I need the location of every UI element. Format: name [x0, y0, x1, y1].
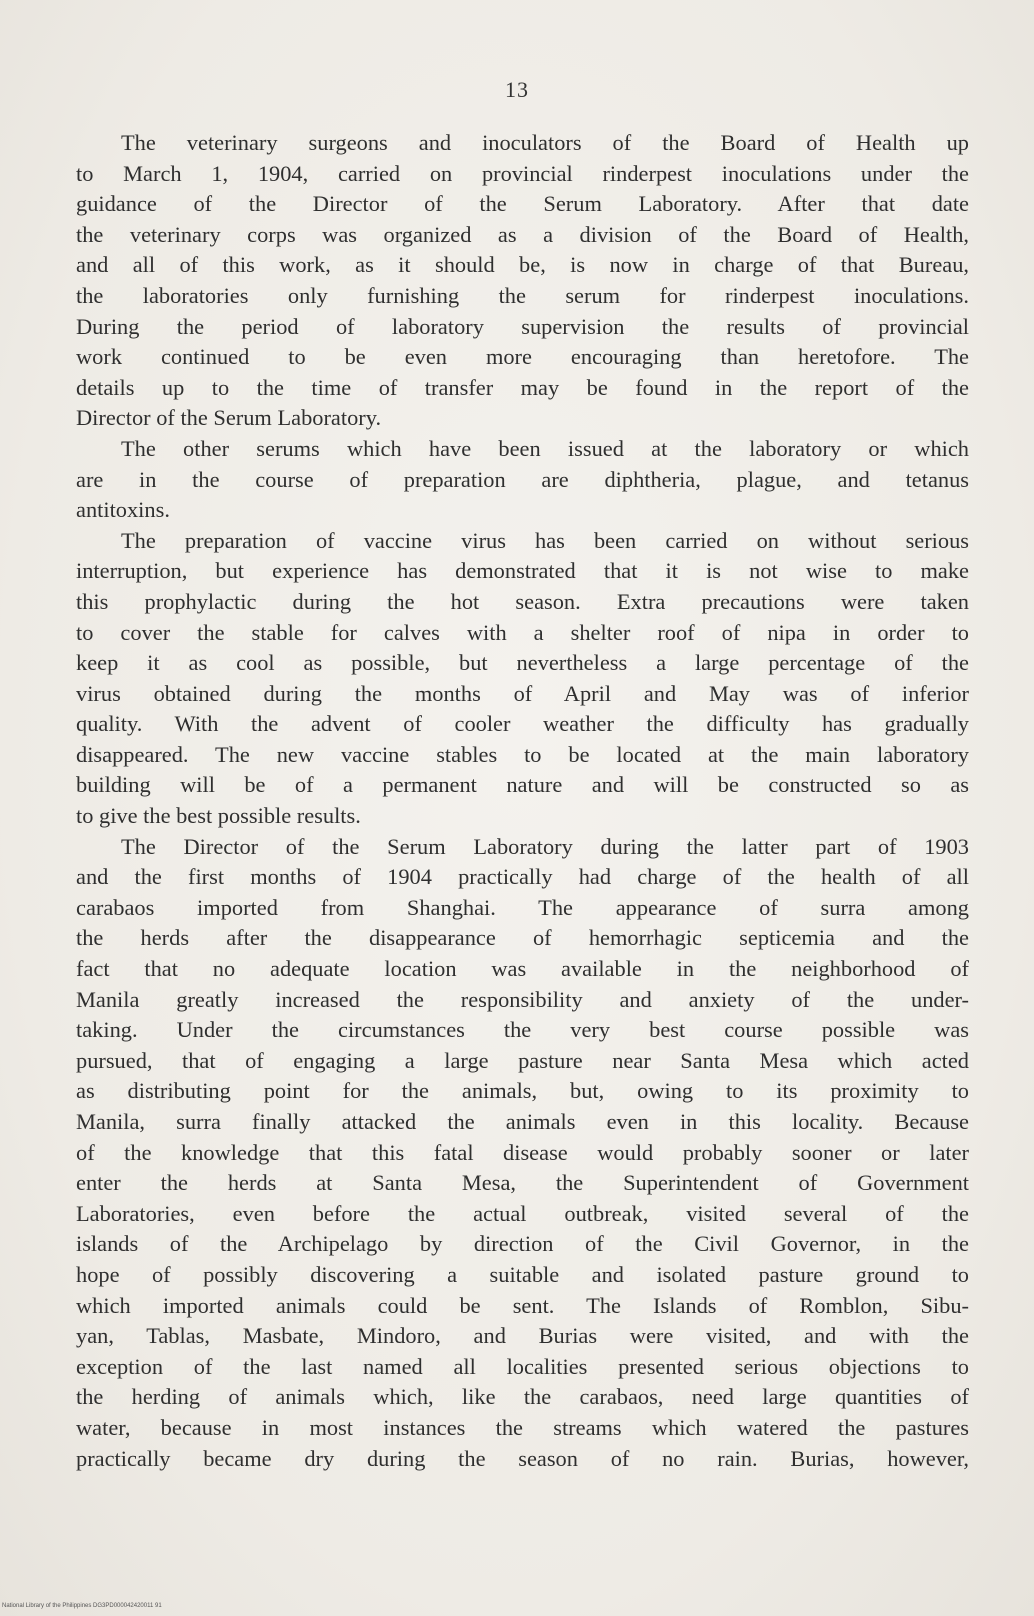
text-line: antitoxins.: [76, 497, 170, 523]
text-line: are in the course of preparation are diphtheria, plague, and tetanus: [76, 466, 969, 492]
text-line: the veterinary corps was organized as a division of the Board of Health,: [76, 221, 969, 247]
text-line: The Director of the Serum Laboratory during the latter part of 1903: [121, 833, 969, 859]
text-line: The veterinary surgeons and inoculators of the Board of Health up: [121, 130, 969, 155]
text-line: and the first months of 1904 practically had charge of the health of all: [76, 864, 969, 890]
text-line: keep it as cool as possible, but nevertheless a large percentage of the: [76, 650, 969, 676]
text-line: Manila greatly increased the responsibility and anxiety of the under-: [76, 986, 969, 1012]
text-line: taking. Under the circumstances the very best course possible was: [76, 1017, 969, 1043]
text-line: to March 1, 1904, carried on provincial rinderpest inoculations under the: [76, 160, 969, 186]
text-line: yan, Tablas, Masbate, Mindoro, and Burias were visited, and with the: [76, 1323, 969, 1349]
text-line: details up to the time of transfer may be found in the report of the: [76, 374, 969, 400]
text-line: this prophylactic during the hot season. Extra precautions were taken: [76, 588, 969, 614]
text-line: pursued, that of engaging a large pasture near Santa Mesa which acted: [76, 1047, 969, 1073]
text-line: water, because in most instances the streams which watered the pastures: [76, 1414, 969, 1440]
text-line: disappeared. The new vaccine stables to be located at the main laboratory: [76, 741, 969, 767]
text-line: building will be of a permanent nature and will be constructed so as: [76, 772, 969, 798]
text-line: interruption, but experience has demonstrated that it is not wise to make: [76, 558, 969, 584]
text-line: exception of the last named all localities presented serious objections to: [76, 1353, 969, 1379]
text-line: and all of this work, as it should be, is now in charge of that Bureau,: [76, 252, 969, 278]
text-line: to cover the stable for calves with a shelter roof of nipa in order to: [76, 619, 969, 645]
text-line: to give the best possible results.: [76, 803, 361, 829]
text-line: as distributing point for the animals, but, owing to its proximity to: [76, 1078, 969, 1104]
paragraph-carabaos-surra: [76, 832, 969, 1474]
paragraph-vaccine-virus: [76, 526, 969, 832]
text-line: The preparation of vaccine virus has been carried on without serious: [121, 527, 969, 553]
text-line: which imported animals could be sent. The Islands of Romblon, Sibu-: [76, 1292, 969, 1318]
text-line: fact that no adequate location was available in the neighborhood of: [76, 956, 969, 982]
text-line: hope of possibly discovering a suitable and isolated pasture ground to: [76, 1261, 969, 1287]
text-line: of the knowledge that this fatal disease would probably sooner or later: [76, 1139, 969, 1165]
text-line: Laboratories, even before the actual outbreak, visited several of the: [76, 1200, 969, 1226]
text-line: the herding of animals which, like the carabaos, need large quantities of: [76, 1384, 969, 1410]
page-number: 13: [505, 77, 529, 102]
text-line: the laboratories only furnishing the serum for rinderpest inoculations.: [76, 282, 969, 308]
text-line: During the period of laboratory supervision the results of provincial: [76, 313, 969, 339]
text-line: Director of the Serum Laboratory.: [76, 405, 382, 431]
text-line: guidance of the Director of the Serum Laboratory. After that date: [76, 191, 969, 217]
text-line: the herds after the disappearance of hemorrhagic septicemia and the: [76, 925, 969, 951]
paragraph-veterinary-corps: [76, 128, 969, 434]
text-line: work continued to be even more encouraging than heretofore. The: [76, 344, 969, 370]
text-line: carabaos imported from Shanghai. The appearance of surra among: [76, 894, 969, 920]
text-line: islands of the Archipelago by direction of the Civil Governor, in the: [76, 1231, 969, 1257]
text-line: enter the herds at Santa Mesa, the Superintendent of Government: [76, 1170, 969, 1196]
text-line: Manila, surra finally attacked the animals even in this locality. Because: [76, 1109, 969, 1134]
text-line: The other serums which have been issued at the laboratory or which: [121, 435, 969, 461]
text-line: practically became dry during the season of no rain. Burias, however,: [76, 1445, 969, 1471]
text-line: quality. With the advent of cooler weather the difficulty has gradually: [76, 711, 969, 737]
text-line: virus obtained during the months of April and May was of inferior: [76, 680, 969, 706]
library-footer-stamp: National Library of the Philippines DG3PD000042420011 91: [2, 1603, 162, 1609]
paragraph-other-serums: [76, 434, 969, 526]
body-text: [76, 128, 969, 1474]
